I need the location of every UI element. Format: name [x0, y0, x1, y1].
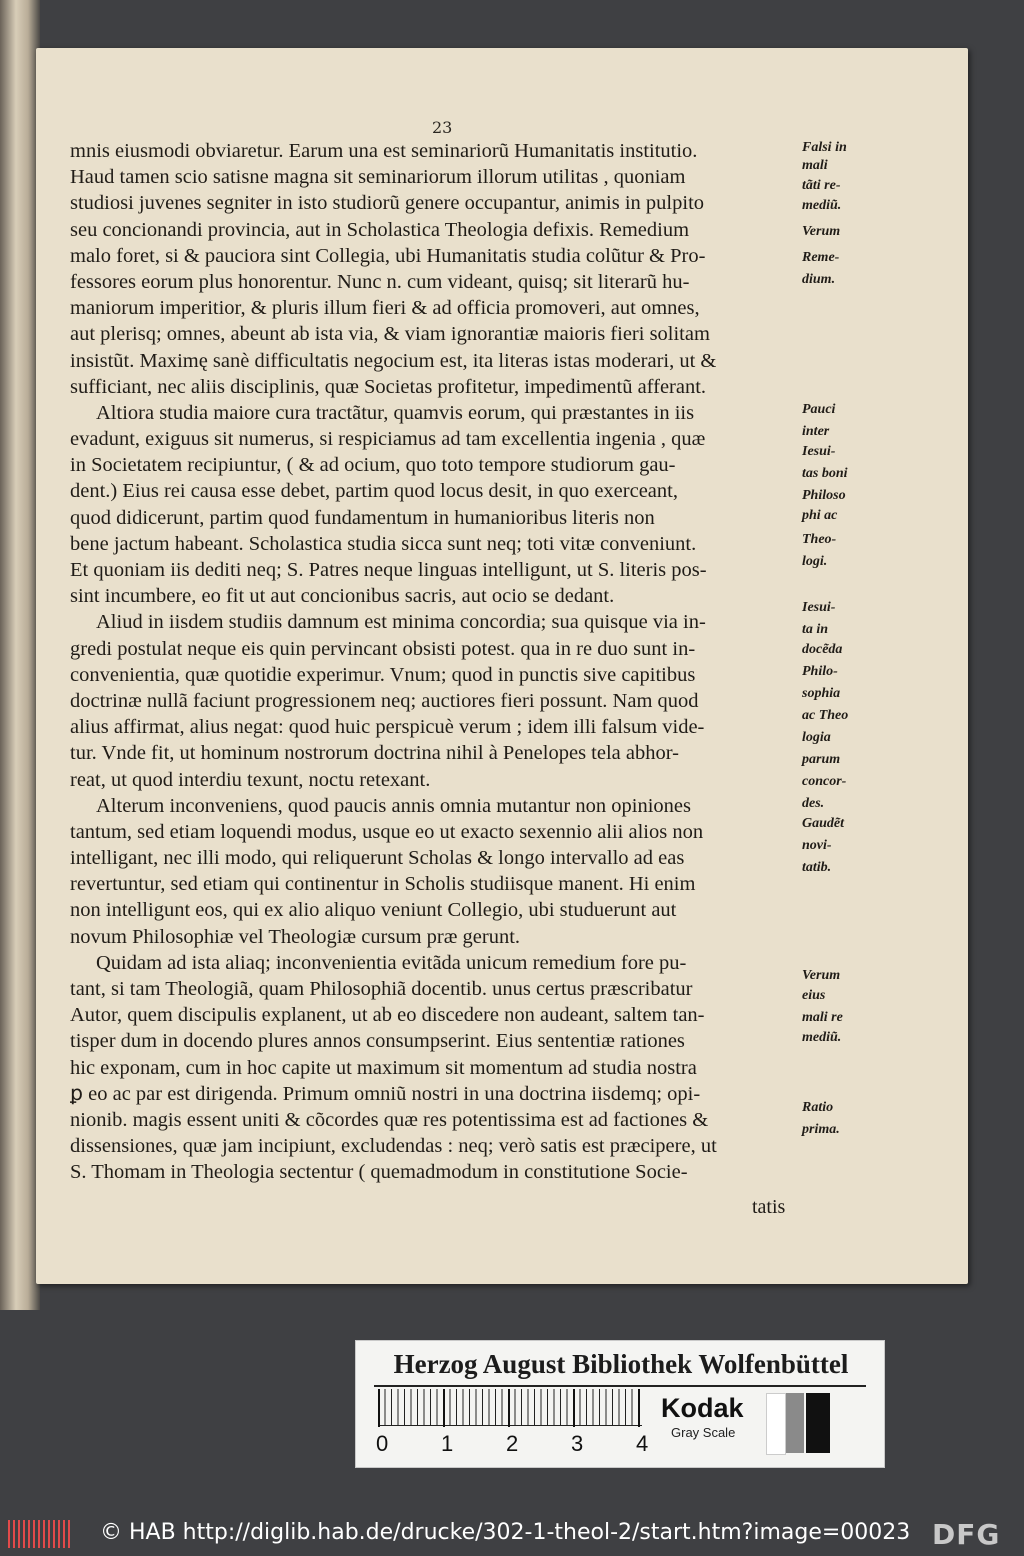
- text-line: revertuntur, sed etiam qui continentur in Scholis studiisque manent. Hi enim: [70, 873, 696, 896]
- ruler-number: 4: [636, 1431, 649, 1456]
- copyright-url[interactable]: © HAB http://diglib.hab.de/drucke/302-1-theol-2/start.htm?image=00023: [100, 1520, 911, 1545]
- text-line: evadunt, exiguus sit numerus, si respiciamus ad tam excellentia ingenia , quæ: [70, 428, 706, 451]
- text-line: studiosi juvenes segniter in isto studiorũ genere occupantur, animis in pulpito: [70, 192, 705, 215]
- text-line: fessores eorum plus honorentur. Nunc n. cum videant, quisq; sit literarũ hu-: [70, 270, 690, 293]
- margin-note: mediũ.: [802, 1030, 842, 1045]
- text-line: maniorum imperitior, & pluris illum fieri & ad officia promoveri, aut omnes,: [70, 297, 700, 320]
- text-line: hic exponam, cum in hoc capite ut maximum sit momentum ad studia nostra: [70, 1056, 697, 1079]
- margin-note: phi ac: [802, 508, 838, 523]
- ruler-number: 1: [441, 1431, 454, 1456]
- adjacent-page-edge: [0, 0, 40, 1310]
- text-line: dissensiones, quæ jam incipiunt, excludendas : neq; verò satis est præcipere, ut: [70, 1135, 717, 1158]
- margin-note: tatib.: [802, 860, 832, 875]
- ruler-major-ticks: [378, 1389, 642, 1429]
- margin-note: Ratio: [802, 1100, 834, 1115]
- ruler-number: 0: [376, 1431, 389, 1456]
- hab-logo-icon: [8, 1520, 72, 1548]
- margin-note: logia: [802, 730, 831, 745]
- margin-note: Pauci: [802, 402, 836, 417]
- margin-note: mali: [802, 158, 828, 173]
- text-line: intelligant, nec illi modo, qui reliquerunt Scholas & longo intervallo ad eas: [70, 847, 685, 870]
- margin-note: parum: [802, 752, 841, 767]
- margin-note: ta in: [802, 622, 829, 637]
- margin-note: concor-: [802, 774, 847, 789]
- text-line: quod didicerunt, partim quod fundamentum in humanioribus literis non: [70, 506, 655, 529]
- text-line: Autor, quem discipulis explanent, ut ab eo discedere non audeant, saltem tan-: [70, 1004, 705, 1027]
- margin-note: Theo-: [802, 532, 837, 547]
- margin-note: inter: [802, 424, 830, 439]
- margin-note: novi-: [802, 838, 832, 853]
- text-line: tant, si tam Theologiã, quam Philosophiã docentib. unus certus præscribatur: [70, 978, 693, 1000]
- text-line: sint incumbere, eo fit ut aut concionibus sacris, aut ocio se dedant.: [70, 585, 615, 608]
- text-line: tur. Vnde fit, ut hominum nostrorum doctrina nihil à Penelopes tela abhor-: [70, 742, 679, 765]
- margin-note: ac Theo: [802, 708, 849, 723]
- text-line: Et quoniam iis dediti neq; S. Patres neque linguas intelligunt, ut S. literis pos-: [70, 559, 707, 581]
- text-line: ꝑ eo ac par est dirigenda. Primum omniũ nostri in una doctrina iisdemq; opi-: [70, 1082, 701, 1105]
- ruler-numbers: [370, 1431, 670, 1457]
- margin-note: mali re: [802, 1010, 843, 1025]
- text-line: S. Thomam in Theologia sectentur ( quemadmodum in constitutione Socie-: [70, 1161, 688, 1184]
- dfg-logo: DFG: [932, 1518, 1001, 1551]
- text-line: tisper dum in docendo plures annos consumpserint. Eius sententiæ rationes: [70, 1030, 685, 1053]
- text-line: sufficiant, nec aliis disciplinis, quæ Societas profitetur, impedimentũ afferant.: [70, 375, 707, 398]
- text-line: dent.) Eius rei causa esse debet, partim quod locus desit, in quo exerceant,: [70, 480, 678, 503]
- text-line: Quidam ad ista aliaq; inconvenientia evitãda unicum remedium fore pu-: [96, 951, 687, 974]
- margin-note: sophia: [802, 686, 841, 701]
- gray-scale-patches: [766, 1393, 836, 1453]
- text-line: seu concionandi provincia, aut in Scholastica Theologia defixis. Remedium: [70, 218, 690, 241]
- text-line: Haud tamen scio satisne magna sit seminariorum illorum utilitas , quoniam: [70, 166, 686, 189]
- footer-bar: [0, 1514, 1024, 1556]
- page-number: 23: [432, 118, 453, 137]
- text-line: gredi postulat neque eis quin pervincant obsisti potest. qua in re duo sunt in-: [70, 637, 696, 660]
- text-line: mnis eiusmodi obviaretur. Earum una est seminariorũ Humanitatis institutio.: [70, 140, 698, 162]
- text-line: Altiora studia maiore cura tractãtur, quamvis eorum, qui præstantes in iis: [96, 401, 695, 424]
- text-line: tantum, sed etiam loquendi modus, usque eo ut exacto sexennio alii alios non: [70, 820, 704, 843]
- text-line: in Societatem recipiuntur, ( & ad ocium, quo toto tempore studiorum gau-: [70, 454, 676, 477]
- margin-note: Philoso: [802, 488, 846, 503]
- catchword: tatis: [752, 1196, 786, 1218]
- text-line: reat, ut quod interdiu texunt, noctu retexant.: [70, 768, 431, 791]
- margin-note: logi.: [802, 554, 828, 569]
- text-line: alius affirmat, alius negat: quod huic perspicuè verum ; idem illi falsum vide-: [70, 716, 705, 739]
- text-line: Aliud in iisdem studiis damnum est minima concordia; sua quisque via in-: [96, 611, 706, 634]
- margin-note: des.: [802, 796, 825, 811]
- margin-note: Reme-: [802, 250, 840, 265]
- ruler-number: 2: [506, 1431, 519, 1456]
- margin-note: Verum: [802, 224, 841, 239]
- library-label: [355, 1340, 885, 1468]
- margin-note: dium.: [802, 272, 836, 287]
- text-line: bene jactum habeant. Scholastica studia sicca sunt neq; toti vitæ conveniunt.: [70, 532, 697, 555]
- kodak-logo: Kodak: [661, 1393, 744, 1423]
- text-line: non intelligunt eos, qui ex alio aliquo veniunt Collegio, ubi studuerunt aut: [70, 899, 677, 922]
- margin-note: Iesui-: [802, 600, 836, 615]
- text-line: nionib. magis essent uniti & cõcordes quæ res potentissima est ad factiones &: [70, 1108, 709, 1131]
- margin-note: eius: [802, 988, 826, 1003]
- text-line: novum Philosophiæ vel Theologiæ cursum præ gerunt.: [70, 925, 521, 948]
- label-divider: [374, 1385, 866, 1387]
- text-line: doctrinæ nullã faciunt progressionem neq; auctiores fieri possunt. Nam quod: [70, 689, 699, 712]
- text-line: aut plerisq; omnes, abeunt ab ista via, & viam ignorantiæ maioris fieri solitam: [70, 323, 710, 346]
- margin-note: Verum: [802, 968, 841, 983]
- ruler-number: 3: [571, 1431, 584, 1456]
- body-text: [70, 138, 808, 1186]
- margin-note: Gaudẽt: [802, 816, 844, 831]
- library-name: Herzog August Bibliothek Wolfenbüttel: [393, 1349, 849, 1379]
- text-line: Alterum inconveniens, quod paucis annis omnia mutantur non opiniones: [96, 794, 691, 817]
- margin-note: prima.: [802, 1122, 840, 1137]
- margin-note: tas boni: [802, 466, 848, 481]
- margin-note: tãti re-: [802, 178, 841, 193]
- gray-scale-caption: Gray Scale: [671, 1425, 736, 1440]
- margin-note: Falsi in: [802, 140, 847, 155]
- text-line: convenientia, quæ quotidie experimur. Vnum; quod in punctis sive capitibus: [70, 663, 696, 686]
- margin-note: Philo-: [802, 664, 838, 679]
- margin-note: docẽda: [802, 642, 843, 657]
- text-line: insistũt. Maximę sanè difficultatis negocium est, ita literas istas moderari, ut &: [70, 349, 717, 372]
- text-line: malo foret, si & pauciora sint Collegia, ubi Humanitatis studia colũtur & Pro-: [70, 244, 706, 267]
- margin-note: Iesui-: [802, 444, 836, 459]
- margin-note: mediũ.: [802, 198, 842, 213]
